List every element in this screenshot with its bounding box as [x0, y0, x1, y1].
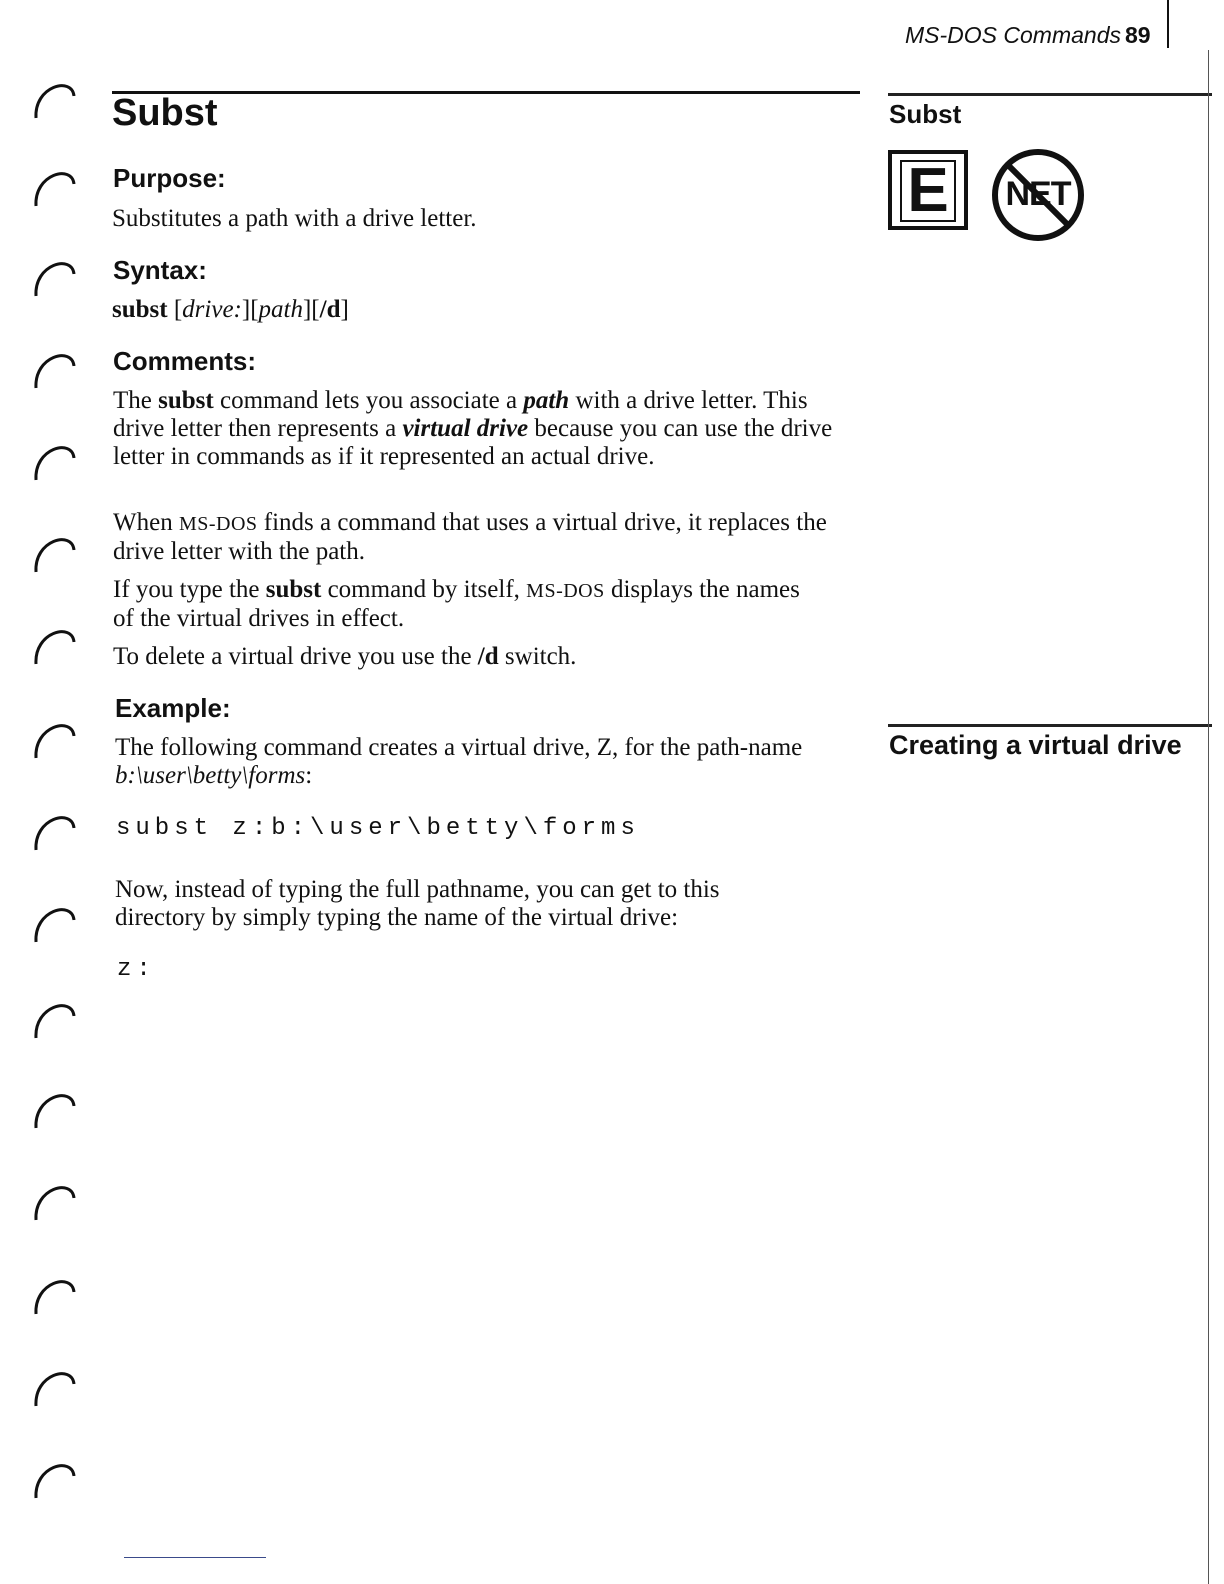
- binder-hole-icon: [32, 1174, 76, 1224]
- syntax-bracket: [: [167, 296, 183, 323]
- binder-hole-icon: [32, 342, 76, 392]
- switch-name: /d: [477, 643, 499, 670]
- text: When: [113, 509, 179, 536]
- syntax-heading: Syntax:: [113, 255, 207, 285]
- e-icon-letter: E: [900, 160, 956, 222]
- binder-hole-icon: [32, 1268, 76, 1318]
- code-example-1: subst z:b:\user\betty\forms: [116, 815, 640, 842]
- text: If you type the: [113, 576, 266, 603]
- command-name: subst: [265, 576, 322, 603]
- syntax-path: path: [258, 296, 303, 323]
- text: command by itself,: [321, 576, 527, 603]
- no-network-icon: [990, 147, 1086, 243]
- syntax-switch: /d: [319, 296, 341, 323]
- command-name: subst: [158, 387, 214, 414]
- syntax-line: [112, 296, 862, 324]
- syntax-command: subst: [112, 296, 168, 323]
- binder-hole-icon: [32, 160, 76, 210]
- binder-hole-icon: [32, 1452, 76, 1502]
- text: switch.: [498, 643, 577, 670]
- binder-hole-icon: [32, 1082, 76, 1132]
- comments-heading: Comments:: [113, 346, 257, 376]
- page-edge: [1208, 50, 1209, 1584]
- comments-paragraph-1: [113, 387, 853, 471]
- binder-hole-icon: [32, 434, 76, 484]
- syntax-drive: drive:: [182, 296, 242, 323]
- example-paragraph-2: Now, instead of typing the full pathname, you can get to this directory by simply typing the name of the virtual drive:: [115, 876, 720, 931]
- binder-hole-icon: [32, 804, 76, 854]
- text: displays the names of the virtual drives in effect.: [113, 576, 800, 632]
- sidebar-rule: [888, 93, 1212, 96]
- binder-hole-icon: [32, 1360, 76, 1410]
- text: because you can use the drive letter in commands as if it represented an actual drive.: [113, 415, 833, 470]
- page-number: 89: [1124, 22, 1151, 48]
- syntax-bracket: ][: [302, 296, 320, 323]
- footer-rule: [124, 1557, 266, 1558]
- binder-hole-icon: [32, 992, 76, 1042]
- header-divider: [1167, 0, 1169, 48]
- sidebar-rule-note: [888, 724, 1212, 727]
- sidebar-title: Subst: [889, 99, 962, 129]
- external-command-icon: [888, 150, 968, 230]
- code-example-2: z:: [117, 956, 156, 983]
- term-path: path: [523, 387, 570, 414]
- text: finds a command that uses a virtual drive, it replaces the drive letter with the path.: [113, 509, 827, 565]
- binder-hole-icon: [32, 618, 76, 668]
- text: with a drive letter. This drive letter then represents a: [113, 387, 808, 442]
- text: :: [305, 762, 313, 789]
- comments-paragraph-4: [113, 643, 863, 671]
- text: The following command creates a virtual drive, Z, for the path-name: [115, 734, 803, 761]
- text: To delete a virtual drive you use the: [113, 643, 478, 670]
- example-pathname: b:\user\betty\forms: [115, 762, 306, 789]
- term-virtual-drive: virtual drive: [402, 415, 529, 442]
- binder-hole-icon: [32, 526, 76, 576]
- net-icon-label: NET: [1005, 175, 1071, 213]
- binder-hole-icon: [32, 250, 76, 300]
- text: The: [113, 387, 159, 414]
- header-title: MS-DOS Commands: [905, 22, 1121, 48]
- example-paragraph-1: [115, 734, 827, 790]
- text: command lets you associate a: [213, 387, 524, 414]
- binder-hole-icon: [32, 896, 76, 946]
- page-title: Subst: [112, 92, 218, 134]
- ms-dos-label: MS-DOS: [526, 580, 605, 602]
- syntax-bracket: ][: [241, 296, 259, 323]
- comments-paragraph-2: [113, 509, 858, 566]
- syntax-bracket: ]: [340, 296, 349, 323]
- binder-hole-icon: [32, 712, 76, 762]
- margin-note: Creating a virtual drive: [889, 730, 1182, 760]
- ms-dos-label: MS-DOS: [178, 513, 258, 535]
- example-heading: Example:: [115, 693, 231, 723]
- title-rule: [112, 91, 860, 94]
- purpose-text: Substitutes a path with a drive letter.: [112, 205, 477, 232]
- running-header: [905, 22, 1151, 49]
- binder-hole-icon: [32, 72, 76, 122]
- comments-paragraph-3: [113, 576, 803, 633]
- purpose-heading: Purpose:: [113, 163, 226, 193]
